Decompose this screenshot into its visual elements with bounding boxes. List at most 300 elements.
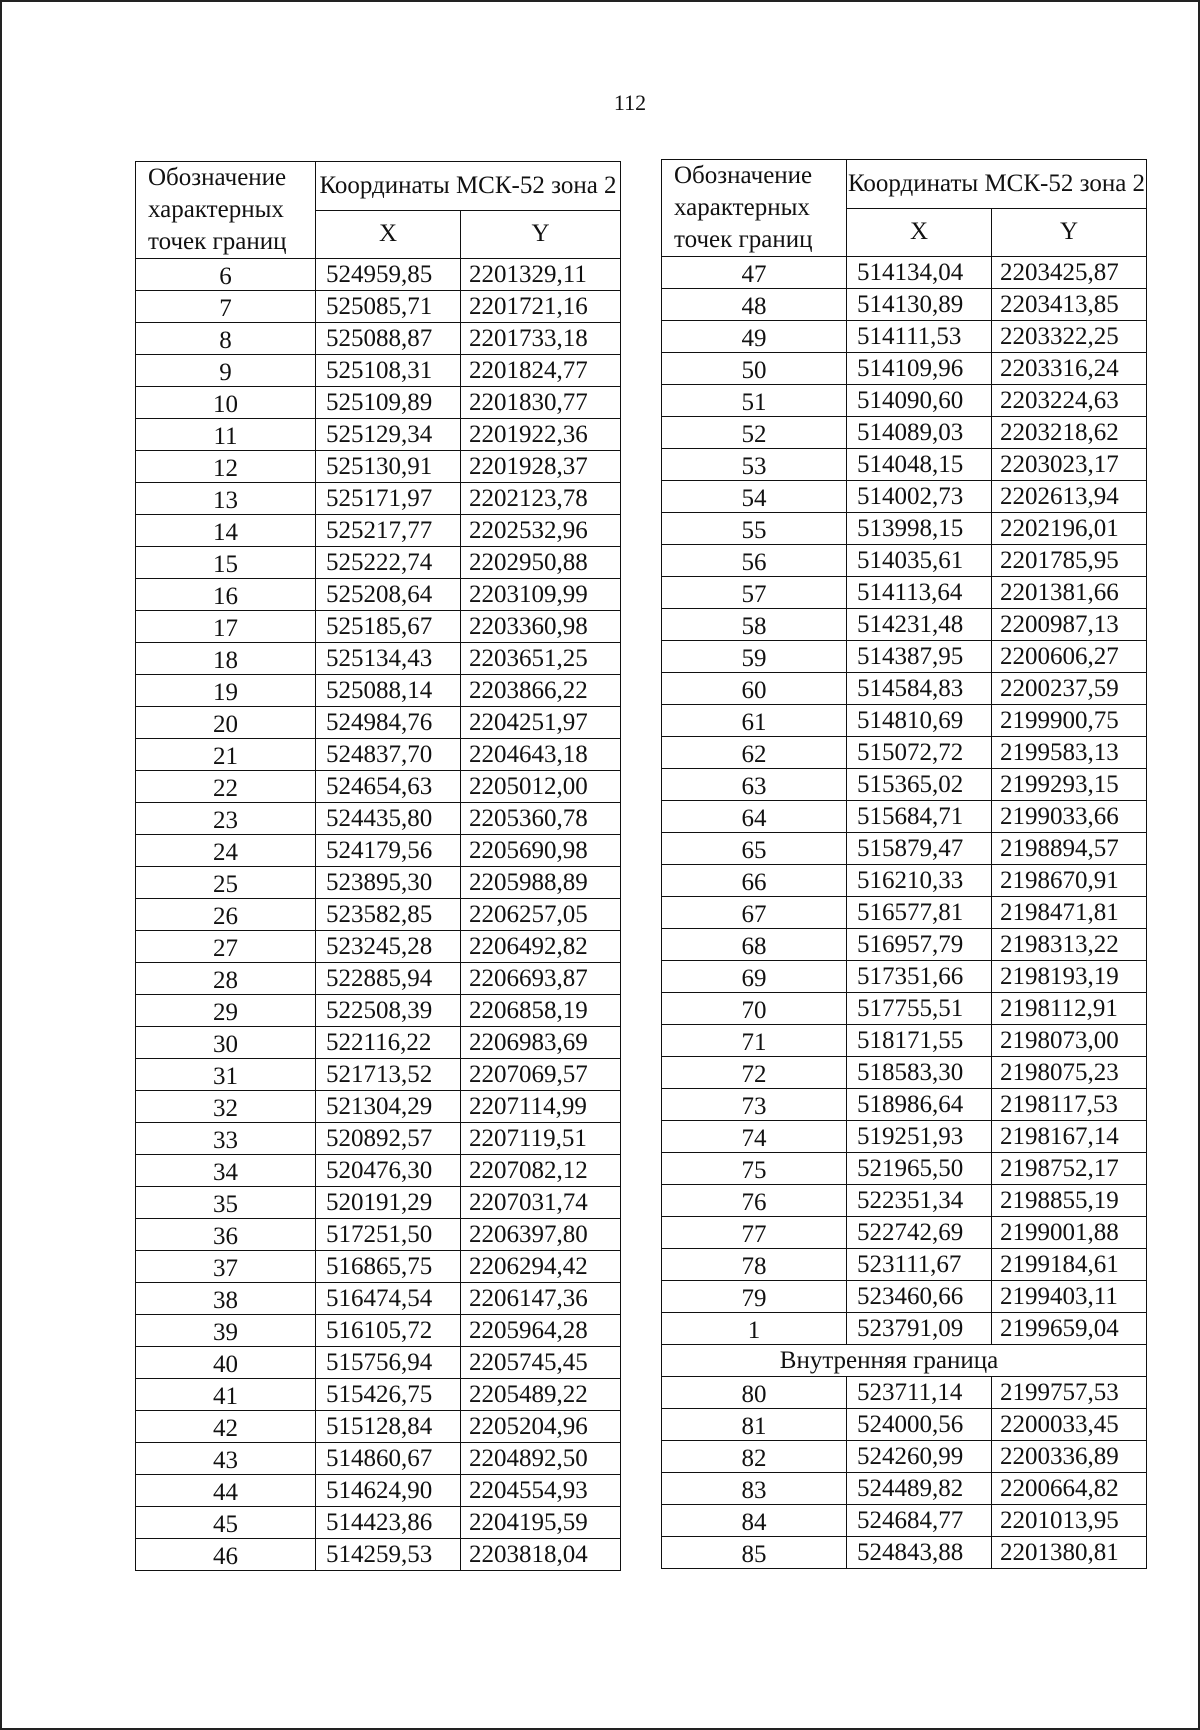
table-row — [136, 1155, 621, 1187]
x-coordinate: 525088,87 — [316, 323, 461, 355]
section-title-inner-boundary: Внутренняя граница — [662, 1345, 1147, 1377]
x-coordinate: 514387,95 — [847, 641, 992, 673]
point-number: 13 — [136, 483, 316, 515]
table-row — [662, 833, 1147, 865]
y-coordinate: 2199033,66 — [992, 801, 1147, 833]
table-row — [662, 609, 1147, 641]
y-coordinate: 2203109,99 — [461, 579, 621, 611]
y-coordinate: 2199184,61 — [992, 1249, 1147, 1281]
x-coordinate: 516865,75 — [316, 1251, 461, 1283]
y-coordinate: 2198894,57 — [992, 833, 1147, 865]
x-coordinate: 524684,77 — [847, 1505, 992, 1537]
point-number: 52 — [662, 417, 847, 449]
point-number: 74 — [662, 1121, 847, 1153]
point-number: 46 — [136, 1539, 316, 1571]
x-coordinate: 525222,74 — [316, 547, 461, 579]
y-coordinate: 2200606,27 — [992, 641, 1147, 673]
x-coordinate: 514109,96 — [847, 353, 992, 385]
x-coordinate: 514860,67 — [316, 1443, 461, 1475]
point-number: 54 — [662, 481, 847, 513]
point-number: 58 — [662, 609, 847, 641]
x-coordinate: 516577,81 — [847, 897, 992, 929]
x-coordinate: 524984,76 — [316, 707, 461, 739]
x-coordinate: 515365,02 — [847, 769, 992, 801]
table-row — [662, 769, 1147, 801]
table-row — [136, 1347, 621, 1379]
table-row — [136, 1283, 621, 1315]
y-coordinate: 2204643,18 — [461, 739, 621, 771]
y-coordinate: 2200033,45 — [992, 1409, 1147, 1441]
x-coordinate: 520191,29 — [316, 1187, 461, 1219]
table-row — [662, 961, 1147, 993]
y-coordinate: 2205489,22 — [461, 1379, 621, 1411]
y-coordinate: 2201721,16 — [461, 291, 621, 323]
table-row — [662, 545, 1147, 577]
x-coordinate: 515684,71 — [847, 801, 992, 833]
table-row — [662, 1153, 1147, 1185]
point-number: 44 — [136, 1475, 316, 1507]
x-coordinate: 523460,66 — [847, 1281, 992, 1313]
point-number: 71 — [662, 1025, 847, 1057]
point-number: 14 — [136, 515, 316, 547]
table-row — [136, 803, 621, 835]
y-coordinate: 2198112,91 — [992, 993, 1147, 1025]
point-number: 23 — [136, 803, 316, 835]
point-number: 22 — [136, 771, 316, 803]
x-coordinate: 523111,67 — [847, 1249, 992, 1281]
y-coordinate: 2198117,53 — [992, 1089, 1147, 1121]
x-coordinate: 517351,66 — [847, 961, 992, 993]
table-row — [136, 899, 621, 931]
y-coordinate: 2201733,18 — [461, 323, 621, 355]
y-coordinate: 2199293,15 — [992, 769, 1147, 801]
y-coordinate: 2200336,89 — [992, 1441, 1147, 1473]
y-coordinate: 2198670,91 — [992, 865, 1147, 897]
y-coordinate: 2201824,77 — [461, 355, 621, 387]
x-coordinate: 523582,85 — [316, 899, 461, 931]
x-coordinate: 521713,52 — [316, 1059, 461, 1091]
point-number: 18 — [136, 643, 316, 675]
point-number: 8 — [136, 323, 316, 355]
x-coordinate: 524435,80 — [316, 803, 461, 835]
table-row — [662, 801, 1147, 833]
x-coordinate: 516210,33 — [847, 865, 992, 897]
y-coordinate: 2202950,88 — [461, 547, 621, 579]
table-row — [662, 1441, 1147, 1473]
x-coordinate: 514231,48 — [847, 609, 992, 641]
point-number: 80 — [662, 1377, 847, 1409]
x-coordinate: 514048,15 — [847, 449, 992, 481]
table-row — [136, 1027, 621, 1059]
point-number: 69 — [662, 961, 847, 993]
x-coordinate: 522116,22 — [316, 1027, 461, 1059]
x-coordinate: 522885,94 — [316, 963, 461, 995]
point-number: 6 — [136, 259, 316, 291]
point-number: 15 — [136, 547, 316, 579]
table-row — [662, 993, 1147, 1025]
y-coordinate: 2198752,17 — [992, 1153, 1147, 1185]
table-row — [136, 355, 621, 387]
x-coordinate: 521304,29 — [316, 1091, 461, 1123]
table-row — [136, 1443, 621, 1475]
y-coordinate: 2207082,12 — [461, 1155, 621, 1187]
y-coordinate: 2201785,95 — [992, 545, 1147, 577]
x-coordinate: 521965,50 — [847, 1153, 992, 1185]
point-number: 51 — [662, 385, 847, 417]
table-row — [136, 387, 621, 419]
y-coordinate: 2201329,11 — [461, 259, 621, 291]
y-coordinate: 2201380,81 — [992, 1537, 1147, 1569]
table-row — [662, 865, 1147, 897]
x-coordinate: 522508,39 — [316, 995, 461, 1027]
x-coordinate: 525085,71 — [316, 291, 461, 323]
header-x: X — [316, 210, 461, 259]
y-coordinate: 2206693,87 — [461, 963, 621, 995]
x-coordinate: 515128,84 — [316, 1411, 461, 1443]
header-designation: Обозначение характерных точек границ — [662, 160, 847, 257]
x-coordinate: 514111,53 — [847, 321, 992, 353]
header-y: Y — [992, 208, 1147, 257]
y-coordinate: 2199403,11 — [992, 1281, 1147, 1313]
y-coordinate: 2201381,66 — [992, 577, 1147, 609]
x-coordinate: 513998,15 — [847, 513, 992, 545]
point-number: 42 — [136, 1411, 316, 1443]
point-number: 59 — [662, 641, 847, 673]
point-number: 83 — [662, 1473, 847, 1505]
point-number: 21 — [136, 739, 316, 771]
point-number: 36 — [136, 1219, 316, 1251]
y-coordinate: 2206858,19 — [461, 995, 621, 1027]
table-row — [136, 1219, 621, 1251]
table-row — [662, 449, 1147, 481]
x-coordinate: 524260,99 — [847, 1441, 992, 1473]
y-coordinate: 2204892,50 — [461, 1443, 621, 1475]
table-row — [662, 1089, 1147, 1121]
x-coordinate: 520892,57 — [316, 1123, 461, 1155]
y-coordinate: 2205360,78 — [461, 803, 621, 835]
point-number: 41 — [136, 1379, 316, 1411]
point-number: 72 — [662, 1057, 847, 1089]
y-coordinate: 2202613,94 — [992, 481, 1147, 513]
table-row — [662, 673, 1147, 705]
point-number: 60 — [662, 673, 847, 705]
y-coordinate: 2203360,98 — [461, 611, 621, 643]
y-coordinate: 2205012,00 — [461, 771, 621, 803]
y-coordinate: 2201928,37 — [461, 451, 621, 483]
point-number: 66 — [662, 865, 847, 897]
coordinates-table-left — [135, 161, 621, 1571]
y-coordinate: 2207031,74 — [461, 1187, 621, 1219]
x-coordinate: 514423,86 — [316, 1507, 461, 1539]
table-row — [136, 547, 621, 579]
x-coordinate: 514002,73 — [847, 481, 992, 513]
y-coordinate: 2198313,22 — [992, 929, 1147, 961]
x-coordinate: 514624,90 — [316, 1475, 461, 1507]
section-row — [662, 1345, 1147, 1377]
x-coordinate: 525217,77 — [316, 515, 461, 547]
table-row — [136, 675, 621, 707]
table-row — [136, 835, 621, 867]
x-coordinate: 514134,04 — [847, 257, 992, 289]
x-coordinate: 524179,56 — [316, 835, 461, 867]
table-row — [662, 1537, 1147, 1569]
y-coordinate: 2206492,82 — [461, 931, 621, 963]
table-row — [136, 707, 621, 739]
table-row — [662, 1377, 1147, 1409]
table-row — [136, 483, 621, 515]
x-coordinate: 518986,64 — [847, 1089, 992, 1121]
y-coordinate: 2203224,63 — [992, 385, 1147, 417]
x-coordinate: 525185,67 — [316, 611, 461, 643]
point-number: 68 — [662, 929, 847, 961]
table-row — [662, 417, 1147, 449]
x-coordinate: 525130,91 — [316, 451, 461, 483]
point-number: 45 — [136, 1507, 316, 1539]
point-number: 84 — [662, 1505, 847, 1537]
x-coordinate: 525171,97 — [316, 483, 461, 515]
point-number: 26 — [136, 899, 316, 931]
table-row — [136, 931, 621, 963]
y-coordinate: 2198855,19 — [992, 1185, 1147, 1217]
x-coordinate: 514130,89 — [847, 289, 992, 321]
table-row — [662, 577, 1147, 609]
x-coordinate: 517251,50 — [316, 1219, 461, 1251]
table-row — [136, 643, 621, 675]
x-coordinate: 524654,63 — [316, 771, 461, 803]
table-row — [662, 641, 1147, 673]
table-row — [662, 321, 1147, 353]
point-number: 40 — [136, 1347, 316, 1379]
x-coordinate: 514035,61 — [847, 545, 992, 577]
table-row — [136, 1539, 621, 1571]
y-coordinate: 2201922,36 — [461, 419, 621, 451]
point-number: 32 — [136, 1091, 316, 1123]
table-row — [136, 1411, 621, 1443]
y-coordinate: 2202123,78 — [461, 483, 621, 515]
point-number: 31 — [136, 1059, 316, 1091]
x-coordinate: 515879,47 — [847, 833, 992, 865]
y-coordinate: 2205204,96 — [461, 1411, 621, 1443]
y-coordinate: 2199001,88 — [992, 1217, 1147, 1249]
point-number: 29 — [136, 995, 316, 1027]
x-coordinate: 514584,83 — [847, 673, 992, 705]
y-coordinate: 2203425,87 — [992, 257, 1147, 289]
y-coordinate: 2202532,96 — [461, 515, 621, 547]
y-coordinate: 2199583,13 — [992, 737, 1147, 769]
x-coordinate: 524489,82 — [847, 1473, 992, 1505]
point-number: 48 — [662, 289, 847, 321]
point-number: 33 — [136, 1123, 316, 1155]
y-coordinate: 2204195,59 — [461, 1507, 621, 1539]
table-row — [136, 451, 621, 483]
y-coordinate: 2204554,93 — [461, 1475, 621, 1507]
y-coordinate: 2199659,04 — [992, 1313, 1147, 1345]
table-row — [662, 1281, 1147, 1313]
table-row — [662, 1121, 1147, 1153]
table-row — [136, 323, 621, 355]
right-table-body — [662, 257, 1147, 1569]
point-number: 64 — [662, 801, 847, 833]
y-coordinate: 2198167,14 — [992, 1121, 1147, 1153]
x-coordinate: 517755,51 — [847, 993, 992, 1025]
header-designation: Обозначение характерных точек границ — [136, 162, 316, 259]
y-coordinate: 2203218,62 — [992, 417, 1147, 449]
point-number: 37 — [136, 1251, 316, 1283]
table-row — [662, 929, 1147, 961]
y-coordinate: 2205964,28 — [461, 1315, 621, 1347]
table-row — [662, 1473, 1147, 1505]
table-row — [662, 1185, 1147, 1217]
header-x: X — [847, 208, 992, 257]
table-row — [136, 739, 621, 771]
x-coordinate: 525129,34 — [316, 419, 461, 451]
point-number: 55 — [662, 513, 847, 545]
point-number: 34 — [136, 1155, 316, 1187]
y-coordinate: 2199757,53 — [992, 1377, 1147, 1409]
point-number: 20 — [136, 707, 316, 739]
x-coordinate: 514810,69 — [847, 705, 992, 737]
table-row — [136, 1507, 621, 1539]
x-coordinate: 515756,94 — [316, 1347, 461, 1379]
x-coordinate: 524959,85 — [316, 259, 461, 291]
y-coordinate: 2205745,45 — [461, 1347, 621, 1379]
y-coordinate: 2203316,24 — [992, 353, 1147, 385]
y-coordinate: 2201830,77 — [461, 387, 621, 419]
point-number: 62 — [662, 737, 847, 769]
table-row — [662, 1057, 1147, 1089]
x-coordinate: 525108,31 — [316, 355, 461, 387]
x-coordinate: 516105,72 — [316, 1315, 461, 1347]
y-coordinate: 2198193,19 — [992, 961, 1147, 993]
x-coordinate: 514113,64 — [847, 577, 992, 609]
y-coordinate: 2207114,99 — [461, 1091, 621, 1123]
point-number: 7 — [136, 291, 316, 323]
table-row — [136, 419, 621, 451]
point-number: 12 — [136, 451, 316, 483]
x-coordinate: 525134,43 — [316, 643, 461, 675]
y-coordinate: 2205988,89 — [461, 867, 621, 899]
table-row — [136, 1187, 621, 1219]
point-number: 65 — [662, 833, 847, 865]
table-row — [136, 1059, 621, 1091]
y-coordinate: 2206147,36 — [461, 1283, 621, 1315]
y-coordinate: 2206257,05 — [461, 899, 621, 931]
x-coordinate: 523895,30 — [316, 867, 461, 899]
table-row — [136, 291, 621, 323]
table-row — [662, 353, 1147, 385]
point-number: 77 — [662, 1217, 847, 1249]
table-row — [662, 1505, 1147, 1537]
header-coordinates: Координаты МСК-52 зона 2 — [847, 160, 1147, 209]
table-row — [136, 1379, 621, 1411]
table-row — [662, 1313, 1147, 1345]
y-coordinate: 2203023,17 — [992, 449, 1147, 481]
header-y: Y — [461, 210, 621, 259]
table-row — [662, 513, 1147, 545]
point-number: 70 — [662, 993, 847, 1025]
table-row — [662, 257, 1147, 289]
point-number: 35 — [136, 1187, 316, 1219]
y-coordinate: 2203818,04 — [461, 1539, 621, 1571]
table-row — [136, 579, 621, 611]
point-number: 24 — [136, 835, 316, 867]
point-number: 67 — [662, 897, 847, 929]
y-coordinate: 2199900,75 — [992, 705, 1147, 737]
y-coordinate: 2207069,57 — [461, 1059, 621, 1091]
y-coordinate: 2198075,23 — [992, 1057, 1147, 1089]
table-row — [136, 771, 621, 803]
table-row — [662, 705, 1147, 737]
point-number: 16 — [136, 579, 316, 611]
header-coordinates: Координаты МСК-52 зона 2 — [316, 162, 621, 211]
point-number: 27 — [136, 931, 316, 963]
point-number: 10 — [136, 387, 316, 419]
point-number: 61 — [662, 705, 847, 737]
y-coordinate: 2203651,25 — [461, 643, 621, 675]
table-row — [662, 1217, 1147, 1249]
point-number: 43 — [136, 1443, 316, 1475]
y-coordinate: 2206397,80 — [461, 1219, 621, 1251]
y-coordinate: 2200987,13 — [992, 609, 1147, 641]
y-coordinate: 2204251,97 — [461, 707, 621, 739]
left-table-body — [136, 259, 621, 1571]
y-coordinate: 2200664,82 — [992, 1473, 1147, 1505]
x-coordinate: 515072,72 — [847, 737, 992, 769]
x-coordinate: 525208,64 — [316, 579, 461, 611]
table-row — [136, 995, 621, 1027]
x-coordinate: 520476,30 — [316, 1155, 461, 1187]
point-number: 56 — [662, 545, 847, 577]
table-row — [136, 1315, 621, 1347]
x-coordinate: 523711,14 — [847, 1377, 992, 1409]
point-number: 9 — [136, 355, 316, 387]
table-row — [662, 1249, 1147, 1281]
point-number: 25 — [136, 867, 316, 899]
x-coordinate: 514089,03 — [847, 417, 992, 449]
point-number: 1 — [662, 1313, 847, 1345]
x-coordinate: 516474,54 — [316, 1283, 461, 1315]
table-row — [136, 1123, 621, 1155]
y-coordinate: 2203413,85 — [992, 289, 1147, 321]
table-row — [136, 1475, 621, 1507]
x-coordinate: 522742,69 — [847, 1217, 992, 1249]
table-row — [136, 259, 621, 291]
x-coordinate: 518171,55 — [847, 1025, 992, 1057]
point-number: 17 — [136, 611, 316, 643]
point-number: 75 — [662, 1153, 847, 1185]
point-number: 81 — [662, 1409, 847, 1441]
y-coordinate: 2206983,69 — [461, 1027, 621, 1059]
x-coordinate: 524000,56 — [847, 1409, 992, 1441]
point-number: 49 — [662, 321, 847, 353]
table-row — [136, 867, 621, 899]
y-coordinate: 2207119,51 — [461, 1123, 621, 1155]
x-coordinate: 514090,60 — [847, 385, 992, 417]
x-coordinate: 523791,09 — [847, 1313, 992, 1345]
table-row — [136, 611, 621, 643]
table-row — [662, 1025, 1147, 1057]
point-number: 78 — [662, 1249, 847, 1281]
point-number: 73 — [662, 1089, 847, 1121]
x-coordinate: 522351,34 — [847, 1185, 992, 1217]
point-number: 50 — [662, 353, 847, 385]
point-number: 39 — [136, 1315, 316, 1347]
point-number: 82 — [662, 1441, 847, 1473]
table-row — [136, 1251, 621, 1283]
point-number: 28 — [136, 963, 316, 995]
point-number: 79 — [662, 1281, 847, 1313]
x-coordinate: 515426,75 — [316, 1379, 461, 1411]
